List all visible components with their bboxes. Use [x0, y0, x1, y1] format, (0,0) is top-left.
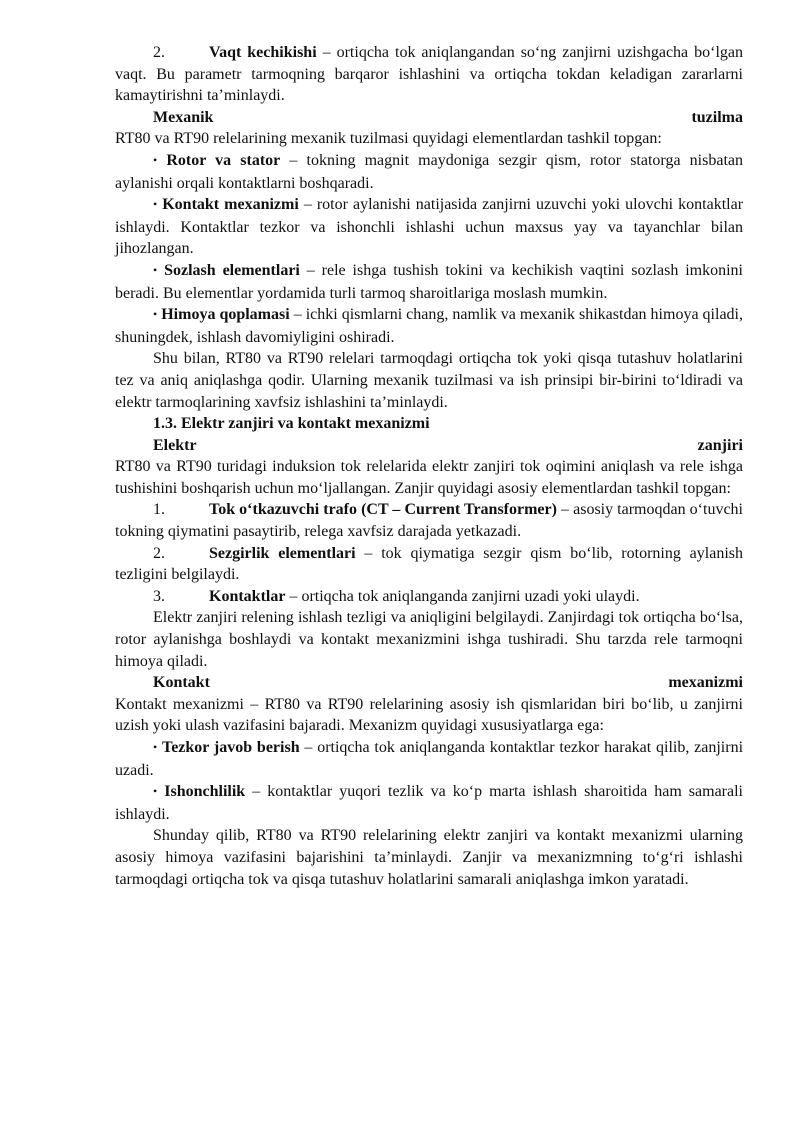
item-text: – tok qiymatiga sezgir qism bo‘lib, rotorning aylanish tezligini belgilaydi.	[115, 544, 743, 584]
paragraph: Shu bilan, RT80 va RT90 relelari tarmoqdagi ortiqcha tok yoki qisqa tutashuv holatlarini tez va aniq aniqlashga qodir. Ularning mexanik tuzilmasi va ish prinsipi bir-birini to‘ldiradi va elektr tarmoqlarining xavfsiz ishlashini ta’minlaydi.	[115, 350, 743, 411]
section-heading-circuit	[115, 435, 743, 457]
heading-right-word: tuzilma	[691, 108, 743, 126]
item-number: 1.	[153, 501, 165, 519]
item-term: Sozlash elementlari	[164, 261, 300, 279]
paragraph: Kontakt mexanizmi – RT80 va RT90 relelarining asosiy ish qismlaridan biri bo‘lib, u zanjirni uzish yoki ulash vazifasini bajaradi. Mexanizm quyidagi xususiyatlarga ega:	[115, 695, 743, 735]
heading-right-word: zanjiri	[697, 436, 743, 454]
section-heading-mechanical	[115, 107, 743, 129]
bullet-icon: •	[153, 262, 158, 277]
numbered-item-contacts	[115, 586, 743, 608]
item-number: 3.	[153, 587, 165, 605]
paragraph: RT80 va RT90 relelarining mexanik tuzilmasi quyidagi elementlardan tashkil topgan:	[115, 130, 662, 148]
heading-right-word: mexanizmi	[668, 674, 743, 692]
bullet-icon: •	[153, 307, 158, 322]
bullet-icon: •	[153, 784, 158, 799]
bullet-icon: •	[153, 740, 158, 754]
item-text: – ortiqcha tok aniqlangandan so‘ng zanjirni uzishgacha bo‘lgan vaqt. Bu parametr tarmoqning barqaror ishlashini va ortiqcha tokdan keladigan zararlarni kamaytirishni ta’minlaydi.	[115, 44, 744, 105]
bullet-item-rotor	[115, 150, 743, 194]
item-text: – kontaktlar yuqori tezlik va ko‘p marta ishlash sharoitida ham samarali ishlaydi.	[115, 783, 744, 823]
item-term: Tok o‘tkazuvchi trafo (CT – Current Transformer)	[209, 501, 557, 519]
heading-left-word: Kontakt	[153, 674, 210, 692]
item-number: 2.	[153, 544, 165, 562]
item-text: – asosiy tarmoqdan o‘tuvchi tokning qiymatini pasaytirib, relega xavfsiz darajada yetkazadi.	[115, 501, 743, 541]
subsection-title: 1.3. Elektr zanjiri va kontakt mexanizmi	[153, 415, 430, 433]
item-term: Ishonchlilik	[164, 783, 246, 801]
bullet-item-reliability	[115, 781, 743, 825]
bullet-item-adjust	[115, 260, 743, 304]
item-term: Kontaktlar	[209, 587, 286, 605]
numbered-item-ct	[115, 499, 743, 542]
bullet-item-cover	[115, 304, 743, 348]
numbered-item-delay	[115, 42, 743, 107]
bullet-icon: •	[153, 197, 158, 212]
bullet-item-fast-response	[115, 737, 743, 781]
paragraph: RT80 va RT90 turidagi induksion tok relelarida elektr zanjiri tok oqimini aniqlash va rele ishga tushishini boshqarish uchun mo‘ljallangan. Zanjir quyidagi asosiy elementlardan tashkil topgan:	[115, 458, 743, 497]
item-term: Sezgirlik elementlari	[209, 544, 356, 562]
item-term: Rotor va stator	[166, 151, 281, 169]
item-term: Himoya qoplamasi	[161, 306, 290, 324]
item-text: – ortiqcha tok aniqlanganda kontaktlar tezkor harakat qilib, zanjirni uzadi.	[115, 739, 744, 779]
item-text: – rele ishga tushish tokini va kechikish vaqtini sozlash imkonini beradi. Bu elementlar yordamida turli tarmoq sharoitlariga moslash mumkin.	[115, 261, 744, 302]
item-text: – rotor aylanishi natijasida zanjirni uzuvchi yoki ulovchi kontaktlar ishlaydi. Kontaktlar tezkor va ishonchli ishlashi uchun maxsus yay va tayanchlar bilan jihozlangan.	[115, 196, 744, 258]
heading-left-word: Mexanik	[153, 108, 214, 126]
paragraph: Elektr zanjiri relening ishlash tezligi va aniqligini belgilaydi. Zanjirdagi tok ortiqcha bo‘lsa, rotor aylanishga boshlaydi va kontakt mexanizmini ishga tushiradi. Shu tarzda rele tarmoqni himoya qiladi.	[115, 609, 743, 670]
item-number: 2.	[153, 44, 165, 61]
item-term: Tezkor javob berish	[162, 739, 300, 756]
numbered-item-sensitivity	[115, 543, 743, 586]
section-heading-contact	[115, 672, 743, 694]
bullet-icon: •	[153, 152, 158, 167]
bullet-item-contact	[115, 194, 743, 260]
item-text: – ichki qismlarni chang, namlik va mexanik shikastdan himoya qiladi, shuningdek, ishlash davomiyligini oshiradi.	[115, 306, 743, 346]
item-term: Vaqt kechikishi	[209, 44, 317, 61]
item-text: – tokning magnit maydoniga sezgir qism, rotor statorga nisbatan aylanishi orqali kontaktlarni boshqaradi.	[115, 151, 744, 192]
heading-left-word: Elektr	[153, 436, 197, 454]
item-term: Kontakt mexanizmi	[162, 196, 299, 214]
paragraph: Shunday qilib, RT80 va RT90 relelarining elektr zanjiri va kontakt mexanizmi ularning asosiy himoya vazifasini bajarishini ta’minlaydi. Zanjir va mexanizmning to‘g‘ri ishlashi tarmoqdagi ortiqcha tok va qisqa tutashuv holatlarini samarali aniqlashga imkon yaratadi.	[115, 827, 743, 888]
item-text: – ortiqcha tok aniqlanganda zanjirni uzadi yoki ulaydi.	[285, 587, 640, 605]
